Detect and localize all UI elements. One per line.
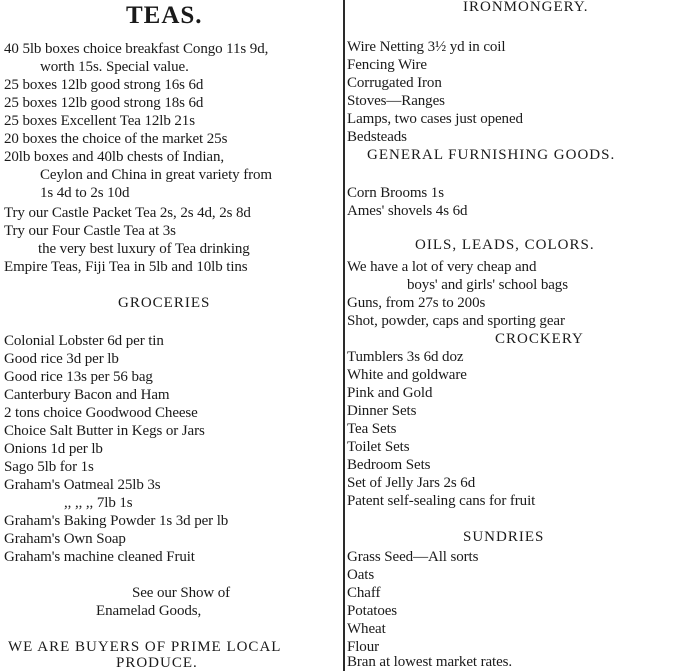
teas-line: 1s 4d to 2s 10d <box>40 185 130 201</box>
teas-line: 25 boxes 12lb good strong 16s 6d <box>4 77 204 93</box>
teas-line: worth 15s. Special value. <box>40 59 189 75</box>
teas-line: Try our Four Castle Tea at 3s <box>4 223 176 239</box>
sundries-line: Bran at lowest market rates. <box>347 654 513 670</box>
sundries-line: Flour <box>347 639 380 655</box>
furnishing-line: Ames' shovels 4s 6d <box>347 203 468 219</box>
ironmongery-line: Bedsteads <box>347 129 407 145</box>
teas-line: 25 boxes 12lb good strong 18s 6d <box>4 95 204 111</box>
crockery-line: Tumblers 3s 6d doz <box>347 349 464 365</box>
groceries-line: ,, ,, ,, 7lb 1s <box>64 495 133 511</box>
ironmongery-line: Stoves—Ranges <box>347 93 445 109</box>
crockery-line: Bedroom Sets <box>347 457 431 473</box>
oils-heading: OILS, LEADS, COLORS. <box>415 237 595 253</box>
crockery-line: Patent self-sealing cans for fruit <box>347 493 536 509</box>
groceries-line: Graham's Own Soap <box>4 531 126 547</box>
groceries-line: Graham's Baking Powder 1s 3d per lb <box>4 513 229 529</box>
crockery-line: Toilet Sets <box>347 439 410 455</box>
buyers-notice-line: WE ARE BUYERS OF PRIME LOCAL <box>8 639 282 655</box>
teas-line: 20lb boxes and 40lb chests of Indian, <box>4 149 225 165</box>
buyers-notice-line: PRODUCE. <box>116 655 198 671</box>
teas-line: 40 5lb boxes choice breakfast Congo 11s 9d, <box>4 41 269 57</box>
oils-line: boys' and girls' school bags <box>407 277 568 293</box>
ironmongery-line: Corrugated Iron <box>347 75 442 91</box>
groceries-line: 2 tons choice Goodwood Cheese <box>4 405 198 421</box>
ironmongery-line: Fencing Wire <box>347 57 427 73</box>
teas-line: Try our Castle Packet Tea 2s, 2s 4d, 2s 8d <box>4 205 251 221</box>
groceries-line: Colonial Lobster 6d per tin <box>4 333 164 349</box>
oils-line: Shot, powder, caps and sporting gear <box>347 313 565 329</box>
groceries-line: Graham's machine cleaned Fruit <box>4 549 195 565</box>
teas-line: the very best luxury of Tea drinking <box>38 241 250 257</box>
teas-line: 20 boxes the choice of the market 25s <box>4 131 228 147</box>
crockery-line: Pink and Gold <box>347 385 433 401</box>
groceries-line: Onions 1d per lb <box>4 441 103 457</box>
show-notice-line: See our Show of <box>132 585 231 601</box>
sundries-heading: SUNDRIES <box>463 529 545 545</box>
groceries-line: Good rice 3d per lb <box>4 351 119 367</box>
ironmongery-line: Wire Netting 3½ yd in coil <box>347 39 506 55</box>
groceries-line: Sago 5lb for 1s <box>4 459 94 475</box>
column-divider <box>343 0 345 671</box>
groceries-line: Choice Salt Butter in Kegs or Jars <box>4 423 205 439</box>
groceries-heading: GROCERIES <box>118 295 211 311</box>
teas-line: Ceylon and China in great variety from <box>40 167 272 183</box>
sundries-line: Potatoes <box>347 603 398 619</box>
groceries-line: Good rice 13s per 56 bag <box>4 369 153 385</box>
teas-line: Empire Teas, Fiji Tea in 5lb and 10lb tins <box>4 259 248 275</box>
ironmongery-line: Lamps, two cases just opened <box>347 111 523 127</box>
sundries-line: Oats <box>347 567 375 583</box>
crockery-heading: CROCKERY <box>495 331 584 347</box>
furnishing-line: Corn Brooms 1s <box>347 185 444 201</box>
teas-line: 25 boxes Excellent Tea 12lb 21s <box>4 113 195 129</box>
sundries-line: Chaff <box>347 585 381 601</box>
crockery-line: Tea Sets <box>347 421 397 437</box>
oils-line: Guns, from 27s to 200s <box>347 295 486 311</box>
show-notice-line: Enamelad Goods, <box>96 603 202 619</box>
crockery-line: Dinner Sets <box>347 403 417 419</box>
ironmongery-heading: IRONMONGERY. <box>463 0 589 15</box>
sundries-line: Wheat <box>347 621 386 637</box>
oils-line: We have a lot of very cheap and <box>347 259 537 275</box>
groceries-line: Graham's Oatmeal 25lb 3s <box>4 477 161 493</box>
teas-heading: TEAS. <box>126 2 203 29</box>
furnishing-heading: GENERAL FURNISHING GOODS. <box>367 147 616 163</box>
crockery-line: Set of Jelly Jars 2s 6d <box>347 475 476 491</box>
sundries-line: Grass Seed—All sorts <box>347 549 479 565</box>
crockery-line: White and goldware <box>347 367 467 383</box>
groceries-line: Canterbury Bacon and Ham <box>4 387 170 403</box>
